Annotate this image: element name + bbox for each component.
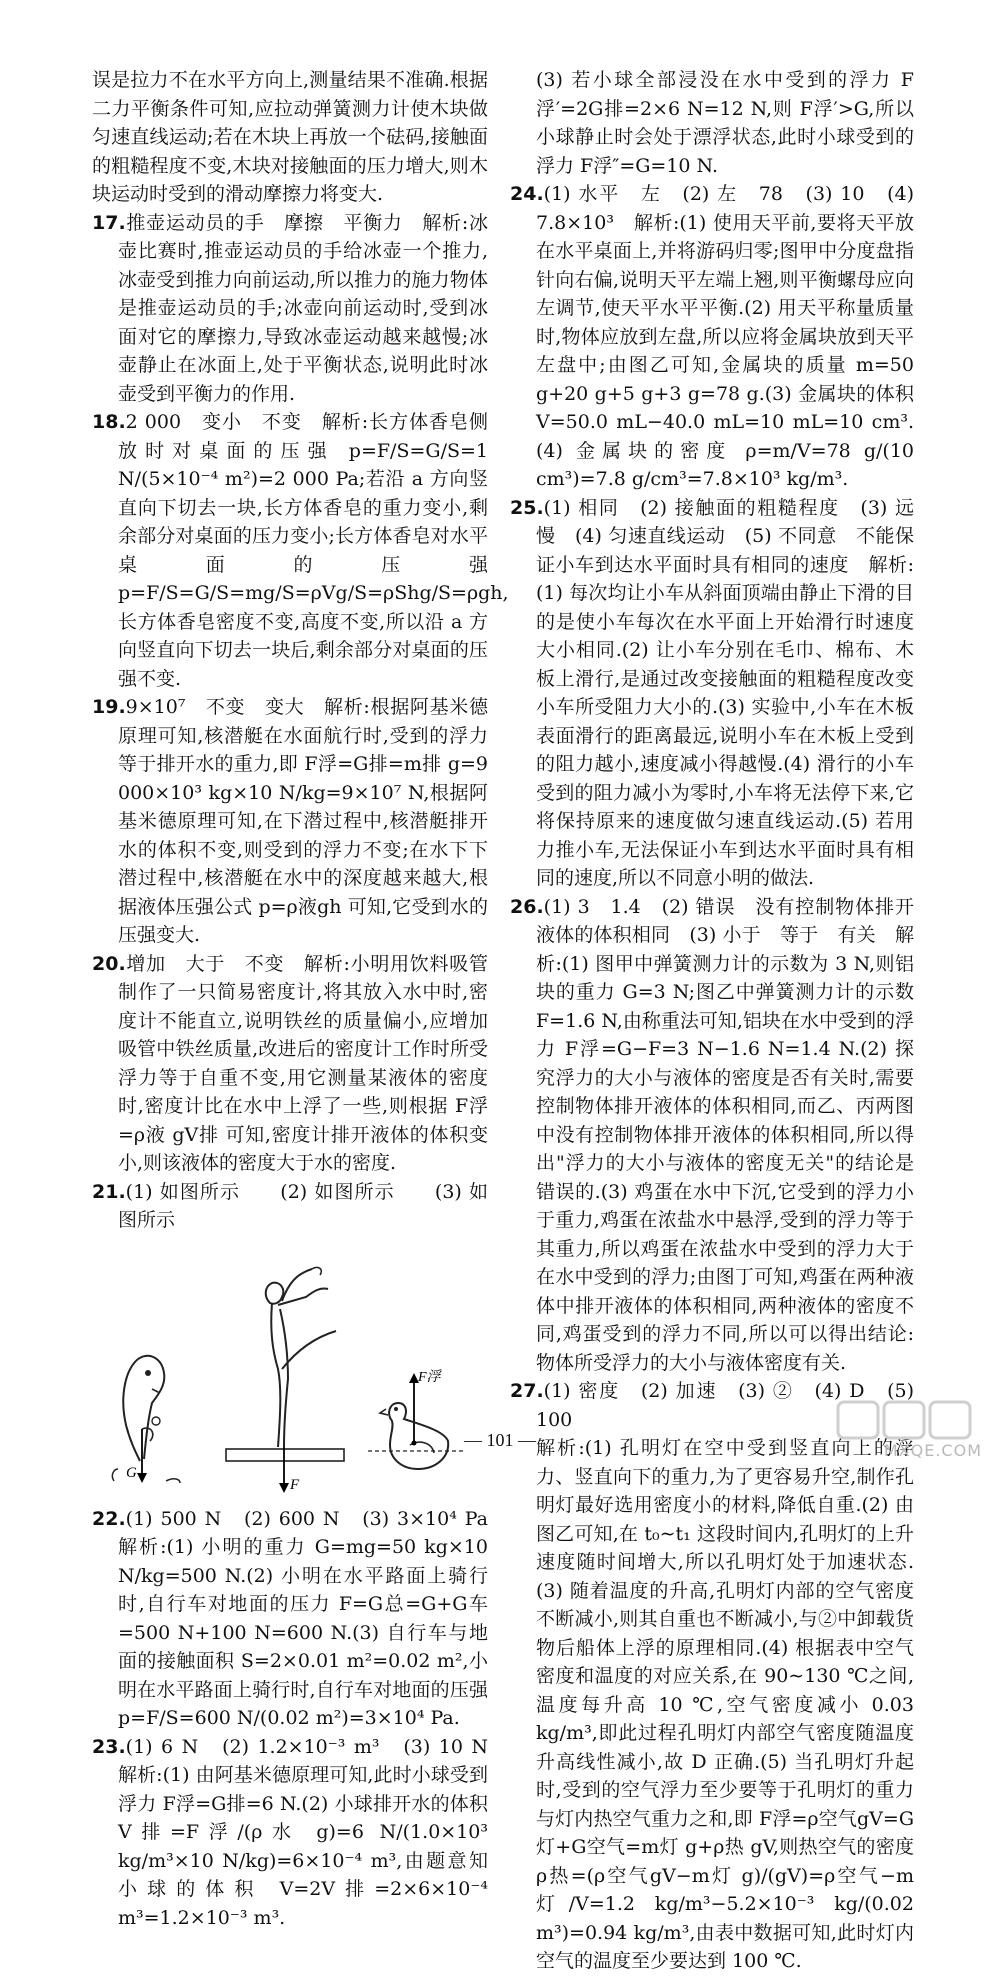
- answer-26: [510, 893, 914, 1378]
- watermark-logo: [818, 1398, 988, 1460]
- question-number: 19.: [92, 696, 126, 718]
- answer-text: (1) 3 1.4 (2) 错误 没有控制物体排开液体的体积相同 (3) 小于 等于 有关 解析:(1) 图甲中弹簧测力计的示数为 3 N,则铝块的重力 G=3 N;图乙中弹簧测力计的示数 F=1.6 N,由称重法可知,铝块在水中受到的浮力 F浮=G−F=3 N−1.6 N=1.4 N.(2) 探究浮力的大小与液体的密度是否有关时,需要控制物体排开液体的体积相同,而乙、丙两图中没有控制物体排开液体的体积相同,所以得出"浮力的大小与液体的密度无关"的结论是错误的.(3) 鸡蛋在水中下沉,它受到的浮力小于重力,鸡蛋在浓盐水中悬浮,受到的浮力等于其重力,所以鸡蛋在浓盐水中受到的浮力大于在水中受到的浮力;由图丁可知,鸡蛋在两种液体中排开液体的体积相同,两种液体的密度不同,鸡蛋受到的浮力不同,所以可以得出结论:物体所受浮力的大小与液体密度有关.: [536, 895, 914, 1374]
- gravity-label: G: [126, 1464, 137, 1481]
- q21-figures: [92, 1239, 488, 1499]
- answer-25: [510, 494, 934, 893]
- question-number: 27.: [510, 1380, 544, 1402]
- answer-text: 9×10⁷ 不变 变大 解析:根据阿基米德原理可知,核潜艇在水面航行时,受到的浮力等于排开水的重力,即 F浮=G排=m排 g=9 000×10³ kg×10 N/kg=9×10⁷ N,根据阿基米德原理可知,在下潜过程中,核潜艇排开水的体积不变,则受到的浮力不变;在水下下潜过程中,核潜艇在水中的深度越来越大,根据液体压强公式 p=ρ液gh 可知,它受到水的压强变大.: [118, 696, 488, 946]
- answer-22: [92, 1505, 508, 1733]
- page-number: — 101 —: [464, 1430, 536, 1450]
- question-number: 20.: [92, 952, 126, 975]
- dolphin-figure: [106, 1329, 186, 1489]
- answer-text: (1) 相同 (2) 接触面的粗糙程度 (3) 远 慢 (4) 匀速直线运动 (5) 不同意 不能保证小车到达水平面时具有相同的速度 解析:(1) 每次均让小车从斜面顶端由静止下滑的目的是使小车每次在水平面上开始滑行时速度大小相同.(2) 让小车分别在毛巾、棉布、木板上滑行,是通过改变接触面的粗糙程度改变小车所受阻力大小的.(3) 实验中,小车在木板表面滑行的距离最远,说明小车在木板上受到的阻力越小,速度减小得越慢.(4) 滑行的小车受到的阻力减小为零时,小车将无法停下来,它将保持原来的速度做匀速直线运动.(5) 若用力推小车,无法保证小车到达水平面时具有相同的速度,所以不同意小明的做法.: [536, 496, 934, 889]
- answer-18: [92, 408, 509, 693]
- question-number: 17.: [92, 211, 126, 234]
- answer-19: [92, 693, 488, 950]
- question-number: 21.: [92, 1180, 126, 1203]
- answer-21: [92, 1178, 488, 1235]
- answer-text: 增加 大于 不变 解析:小明用饮料吸管制作了一只简易密度计,将其放入水中时,密度计不能直立,说明铁丝的质量偏小,应增加吸管中铁丝质量,改进后的密度计工作时所受浮力等于自重不变,用它测量某液体的密度时,密度计比在水中上浮了一些,则根据 F浮=ρ液 gV排 可知,密度计排开液体的体积变小,则该液体的密度大于水的密度.: [118, 952, 488, 1174]
- watermark-stamp-icon: [818, 1398, 988, 1442]
- answer-text: 2 000 变小 不变 解析:长方体香皂侧放时对桌面的压强 p=F/S=G/S=1 N/(5×10⁻⁴ m²)=2 000 Pa;若沿 a 方向竖直向下切去一块,长方体香皂的重力变小,剩余部分对桌面的压力变小;长方体香皂对水平桌面的压强 p=F/S=G/S=mg/S=ρVg/S=ρShg/S=ρgh,长方体香皂密度不变,高度不变,所以沿 a 方向竖直向下切去一块后,剩余部分对桌面的压强不变.: [118, 411, 509, 690]
- answer-20: [92, 950, 488, 1178]
- answer-text: 推壶运动员的手 摩擦 平衡力 解析:冰壶比赛时,推壶运动员的手给冰壶一个推力,冰壶受到推力向前运动,所以推力的施力物体是推壶运动员的手;冰壶向前运动时,受到冰面对它的摩擦力,导致冰壶运动越来越慢;冰壶静止在冰面上,处于平衡状态,说明此时冰壶受到平衡力的作用.: [118, 211, 488, 405]
- force-label: F: [290, 1476, 300, 1493]
- question-number: 22.: [92, 1507, 126, 1530]
- question-number: 18.: [92, 411, 126, 433]
- watermark-text: MXQE.COM: [883, 1441, 982, 1460]
- question-number: 25.: [510, 496, 544, 519]
- question-number: 23.: [92, 1735, 126, 1758]
- answer-17: [92, 209, 488, 409]
- dancer-figure: [220, 1239, 350, 1501]
- answer-text: (1) 500 N (2) 600 N (3) 3×10⁴ Pa 解析:(1) 小明的重力 G=mg=50 kg×10 N/kg=500 N.(2) 小明在水平路面上骑行时,自行车对地面的压力 F=G总=G+G车=500 N+100 N=600 N.(3) 自行车与地面的接触面积 S=2×0.01 m²=0.02 m²,小明在水平路面上骑行时,自行车对地面的压强 p=F/S=600 N/(0.02 m²)=3×10⁴ Pa.: [118, 1507, 508, 1729]
- question-number: 24.: [510, 183, 544, 205]
- answer-text: (1) 如图所示 (2) 如图所示 (3) 如图所示: [118, 1180, 488, 1231]
- q23-continuation: (3) 若小球全部浸没在水中受到的浮力 F浮′=2G排=2×6 N=12 N,则 F浮′>G,所以小球静止时会处于漂浮状态,此时小球受到的浮力 F浮″=G=10 N.: [536, 69, 914, 177]
- answer-short: (1) 密度 (2) 加速 (3) ② (4) D (5) 100: [536, 1380, 914, 1431]
- answer-27-analysis: 解析:(1) 孔明灯在空中受到竖直向上的浮力、竖直向下的重力,为了更容易升空,制作孔明灯最好选用密度小的材料,降低自重.(2) 由图乙可知,在 t₀∼t₁ 这段时间内,孔明灯的上升速度随时间增大,所以孔明灯处于加速状态.(3) 随着温度的升高,孔明灯内部的空气密度不断减小,则其自重也不断减小,与②中卸载货物后船体上浮的原理相同.(4) 根据表中空气密度和温度的对应关系,在 90∼130 ℃之间,温度每升高 10 ℃,空气密度减小 0.03 kg/m³,即此过程孔明灯内部空气密度随温度升高线性减小,故 D 正确.(5) 当孔明灯升起时,受到的空气浮力至少要等于孔明灯的重力与灯内热空气重力之和,即 F浮=ρ空气gV=G灯+G空气=m灯 g+ρ热 gV,则热空气的密度 ρ热=(ρ空气gV−m灯 g)/(gV)=ρ空气−m灯/V=1.2 kg/m³−5.2×10⁻³ kg/(0.02 m³)=0.94 kg/m³,由表中数据可知,此时灯内空气的温度至少要达到 100 ℃.: [536, 1437, 914, 1972]
- answer-23: [92, 1733, 508, 1933]
- answer-24: [510, 180, 914, 494]
- answer-text: (1) 水平 左 (2) 左 78 (3) 10 (4) 7.8×10³ 解析:(1) 使用天平前,要将天平放在水平桌面上,并将游码归零;图甲中分度盘指针向右偏,说明天平左端上翘,则平衡螺母应向左调节,使天平水平平衡.(2) 用天平称量质量时,物体应放到左盘,所以应将金属块放到天平左盘中;由图乙可知,金属块的质量 m=50 g+20 g+5 g+3 g=78 g.(3) 金属块的体积 V=50.0 mL−40.0 mL=10 mL=10 cm³.(4) 金属块的密度 ρ=m/V=78 g/(10 cm³)=7.8 g/cm³=7.8×10³ kg/m³.: [536, 183, 914, 490]
- question-number: 26.: [510, 895, 544, 918]
- duck-figure: [362, 1359, 472, 1499]
- q16-continuation: 误是拉力不在水平方向上,测量结果不准确.根据二力平衡条件可知,应拉动弹簧测力计使木块做匀速直线运动;若在木块上再放一个砝码,接触面的粗糙程度不变,木块对接触面的压力增大,则木块运动时受到的滑动摩擦力将变大.: [92, 69, 488, 205]
- answer-text: (1) 6 N (2) 1.2×10⁻³ m³ (3) 10 N 解析:(1) 由阿基米德原理可知,此时小球受到浮力 F浮=G排=6 N.(2) 小球排开水的体积 V排=F浮/(ρ水 g)=6 N/(1.0×10³ kg/m³×10 N/kg)=6×10⁻⁴ m³,由题意知小球的体积 V=2V排=2×6×10⁻⁴ m³=1.2×10⁻³ m³.: [118, 1735, 508, 1929]
- left-column: [92, 66, 509, 1932]
- buoyancy-label: F浮: [418, 1369, 441, 1385]
